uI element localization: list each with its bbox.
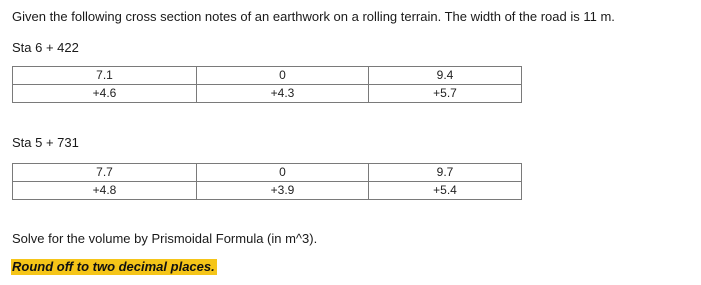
left-cut-cell: +4.6	[13, 85, 197, 103]
table-row	[13, 182, 522, 200]
cross-section-table-1	[12, 66, 522, 103]
table-row	[13, 85, 522, 103]
right-distance-cell: 9.4	[369, 67, 522, 85]
left-cut-cell: +4.8	[13, 182, 197, 200]
right-cut-cell: +5.4	[369, 182, 522, 200]
table-row	[13, 164, 522, 182]
center-distance-cell: 0	[197, 164, 369, 182]
station-label-1: Sta 6 + 422	[12, 40, 79, 55]
rounding-instruction: Round off to two decimal places.	[12, 259, 215, 274]
table-row	[13, 67, 522, 85]
cross-section-table-2	[12, 163, 522, 200]
center-cut-cell: +3.9	[197, 182, 369, 200]
left-distance-cell: 7.7	[13, 164, 197, 182]
center-cut-cell: +4.3	[197, 85, 369, 103]
station-label-2: Sta 5 + 731	[12, 135, 79, 150]
right-cut-cell: +5.7	[369, 85, 522, 103]
question-text: Solve for the volume by Prismoidal Formula (in m^3).	[12, 231, 318, 246]
right-distance-cell: 9.7	[369, 164, 522, 182]
left-distance-cell: 7.1	[13, 67, 197, 85]
problem-intro: Given the following cross section notes of an earthwork on a rolling terrain. The width of the road is 11 m.	[12, 9, 615, 24]
center-distance-cell: 0	[197, 67, 369, 85]
